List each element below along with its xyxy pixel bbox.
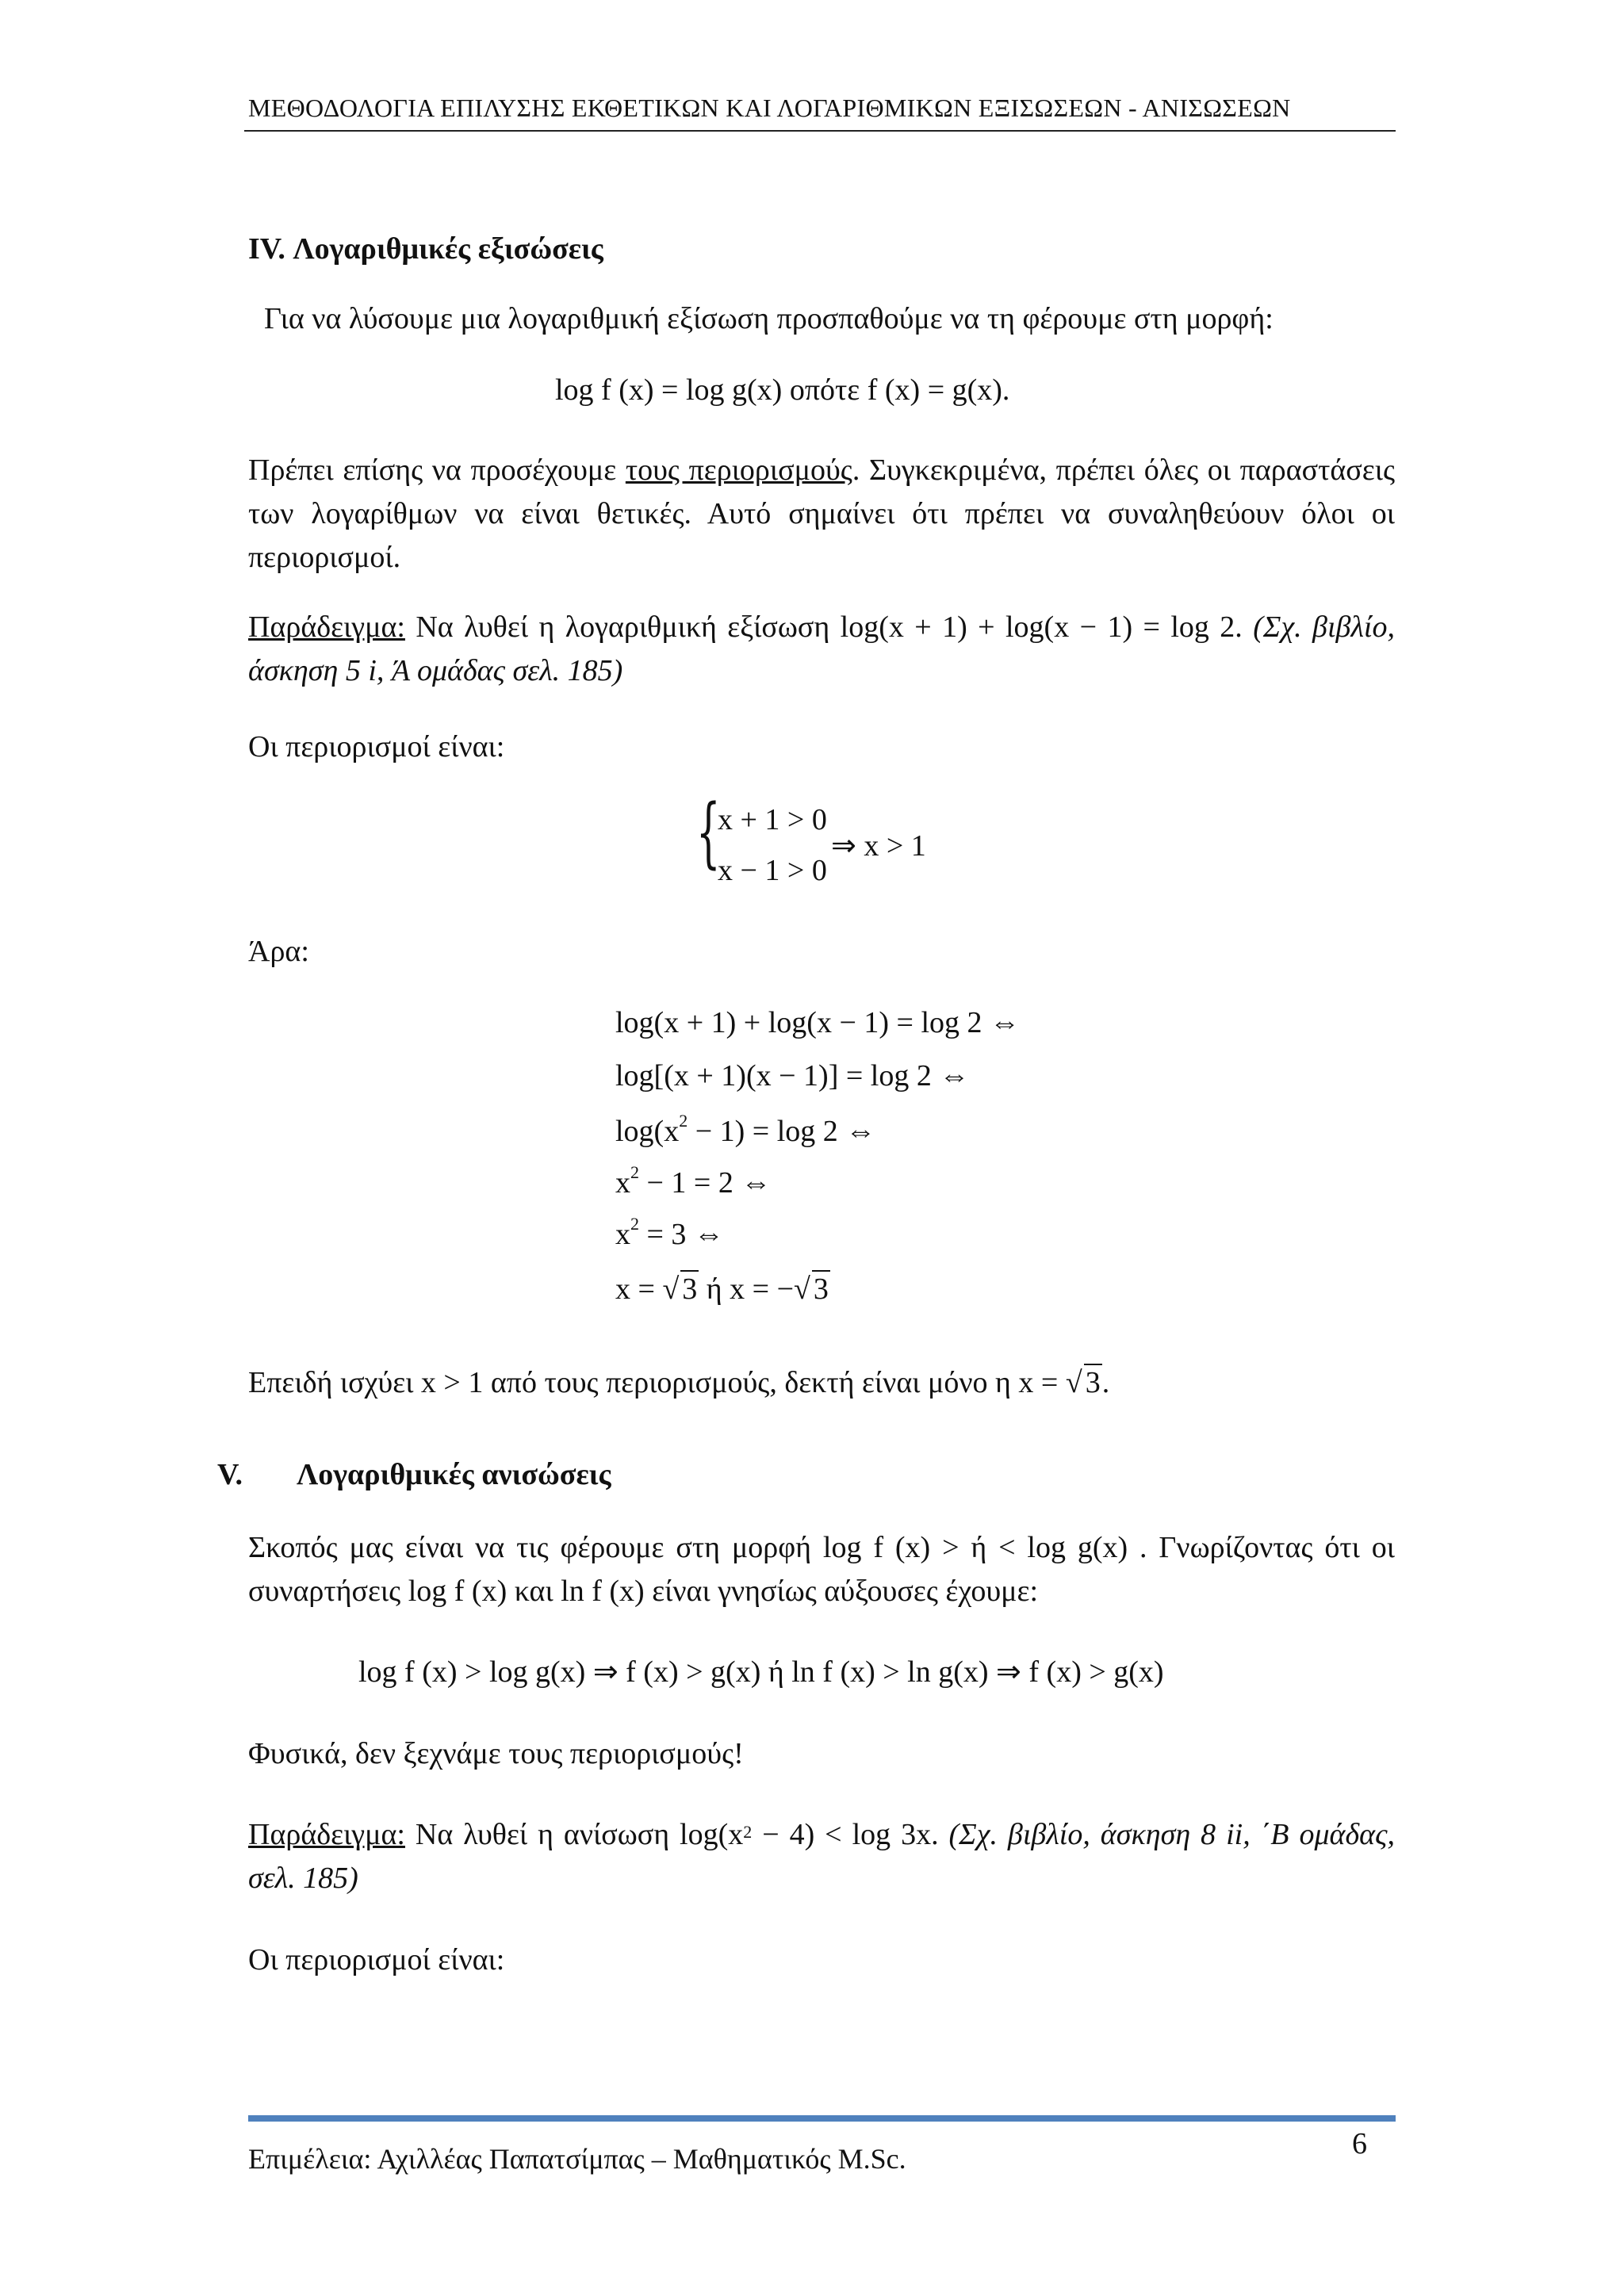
exponent-2: 2 bbox=[630, 1162, 639, 1182]
step-2: log[(x + 1)(x − 1)] = log 2 ⇔ bbox=[615, 1059, 970, 1093]
header-rule bbox=[244, 130, 1396, 132]
aim-paragraph: Σκοπός μας είναι να τις φέρουμε στη μορφή log f (x) > ή < log g(x) . Γνωρίζοντας ότι οι συναρτήσεις log f (x) και ln f (x) είναι γνησίως αύξουσες έχουμε: bbox=[248, 1531, 1395, 1608]
sqrt-radicand: 3 bbox=[680, 1270, 699, 1307]
sqrt-sign: √ bbox=[794, 1272, 810, 1306]
step-5-b: = 3 ⇔ bbox=[639, 1218, 724, 1251]
example-text: Να λυθεί η λογαριθμική εξίσωση log(x + 1) + log(x − 1) = log 2. bbox=[404, 610, 1254, 644]
step-3 bbox=[615, 1111, 876, 1149]
section-heading-iv: IV. Λογαριθμικές εξισώσεις bbox=[248, 232, 603, 266]
restrictions-paragraph bbox=[248, 449, 1395, 580]
sqrt-sign: √ bbox=[662, 1272, 680, 1306]
exponent-2: 2 bbox=[743, 1822, 753, 1842]
example-label: Παράδειγμα: bbox=[248, 610, 405, 644]
step-3-a: log(x bbox=[615, 1115, 680, 1148]
example-label: Παράδειγμα: bbox=[248, 1818, 405, 1851]
example-paragraph-2 bbox=[248, 1813, 1395, 1900]
conclusion bbox=[248, 1364, 1109, 1400]
step-5-a: x bbox=[615, 1218, 630, 1251]
page-number: 6 bbox=[1352, 2127, 1367, 2160]
sqrt-radicand: 3 bbox=[1084, 1364, 1102, 1400]
restr-underlined: τους περιορισμούς bbox=[625, 453, 852, 487]
step-6-c: ή x = − bbox=[699, 1272, 795, 1306]
step-5 bbox=[615, 1214, 724, 1252]
example-reference: (Σχ. βιβλίο, άσκηση 5 i, Ά ομάδας σελ. 185) bbox=[248, 610, 1395, 687]
step-4-b: − 1 = 2 ⇔ bbox=[639, 1166, 772, 1200]
example-text-a: Να λυθεί η ανίσωση log(x bbox=[404, 1818, 744, 1851]
reminder: Φυσικά, δεν ξεχνάμε τους περιορισμούς! bbox=[248, 1737, 744, 1770]
system-line-2: x − 1 > 0 bbox=[718, 854, 827, 887]
intro-text: Για να λύσουμε μια λογαριθμική εξίσωση προσπαθούμε να τη φέρουμε στη μορφή: bbox=[264, 302, 1274, 335]
footer-credit: Επιμέλεια: Αχιλλέας Παπατσίμπας – Μαθηματικός M.Sc. bbox=[248, 2143, 906, 2175]
system-result: ⇒ x > 1 bbox=[831, 829, 926, 863]
restr-post: . Συγκεκριμένα, πρέπει όλες οι παραστάσεις των λογαρίθμων να είναι θετικές. Αυτό σημαίνει ότι πρέπει να συναληθεύουν όλοι οι περιορισμοί. bbox=[248, 453, 1395, 574]
section-heading-v-number: V. bbox=[217, 1458, 243, 1491]
restrictions-label-2: Οι περιορισμοί είναι: bbox=[248, 1943, 505, 1976]
running-header: ΜΕΘΟΔΟΛΟΓΙΑ ΕΠΙΛΥΣΗΣ ΕΚΘΕΤΙΚΩΝ ΚΑΙ ΛΟΓΑΡΙΘΜΙΚΩΝ ΕΞΙΣΩΣΕΩΝ - ΑΝΙΣΩΣΕΩΝ bbox=[248, 94, 1291, 122]
step-4 bbox=[615, 1162, 772, 1200]
step-3-b: − 1) = log 2 ⇔ bbox=[688, 1115, 876, 1148]
monotonic-rule: log f (x) > log g(x) ⇒ f (x) > g(x) ή ln f (x) > ln g(x) ⇒ f (x) > g(x) bbox=[358, 1655, 1164, 1689]
sqrt-sign: √ bbox=[1065, 1366, 1082, 1399]
left-brace-glyph: { bbox=[696, 788, 721, 877]
example-paragraph-1 bbox=[248, 606, 1395, 693]
sqrt-radicand: 3 bbox=[812, 1270, 830, 1307]
step-1: log(x + 1) + log(x − 1) = log 2 ⇔ bbox=[615, 1006, 1021, 1039]
restr-pre: Πρέπει επίσης να προσέχουμε bbox=[248, 453, 626, 487]
example-reference: (Σχ. βιβλίο, άσκηση 8 ii, ΄Β ομάδας, σελ. 185) bbox=[248, 1818, 1396, 1895]
conclusion-c: . bbox=[1101, 1366, 1110, 1399]
system-line-1: x + 1 > 0 bbox=[718, 803, 827, 836]
restrictions-label: Οι περιορισμοί είναι: bbox=[248, 730, 505, 763]
section-heading-v: Λογαριθμικές ανισώσεις bbox=[297, 1458, 611, 1491]
example-text-b: − 4) < log 3x. bbox=[752, 1818, 949, 1851]
form-equation: log f (x) = log g(x) οπότε f (x) = g(x). bbox=[555, 373, 1010, 407]
step-4-a: x bbox=[615, 1166, 630, 1200]
step-6 bbox=[615, 1270, 830, 1307]
footer-bar bbox=[248, 2115, 1396, 2122]
exponent-2: 2 bbox=[679, 1111, 688, 1131]
conclusion-a: Επειδή ισχύει x > 1 από τους περιορισμούς, δεκτή είναι μόνο η x = bbox=[248, 1366, 1066, 1399]
ara-label: Άρα: bbox=[248, 935, 309, 968]
step-6-a: x = bbox=[615, 1272, 663, 1306]
exponent-2: 2 bbox=[630, 1214, 639, 1234]
